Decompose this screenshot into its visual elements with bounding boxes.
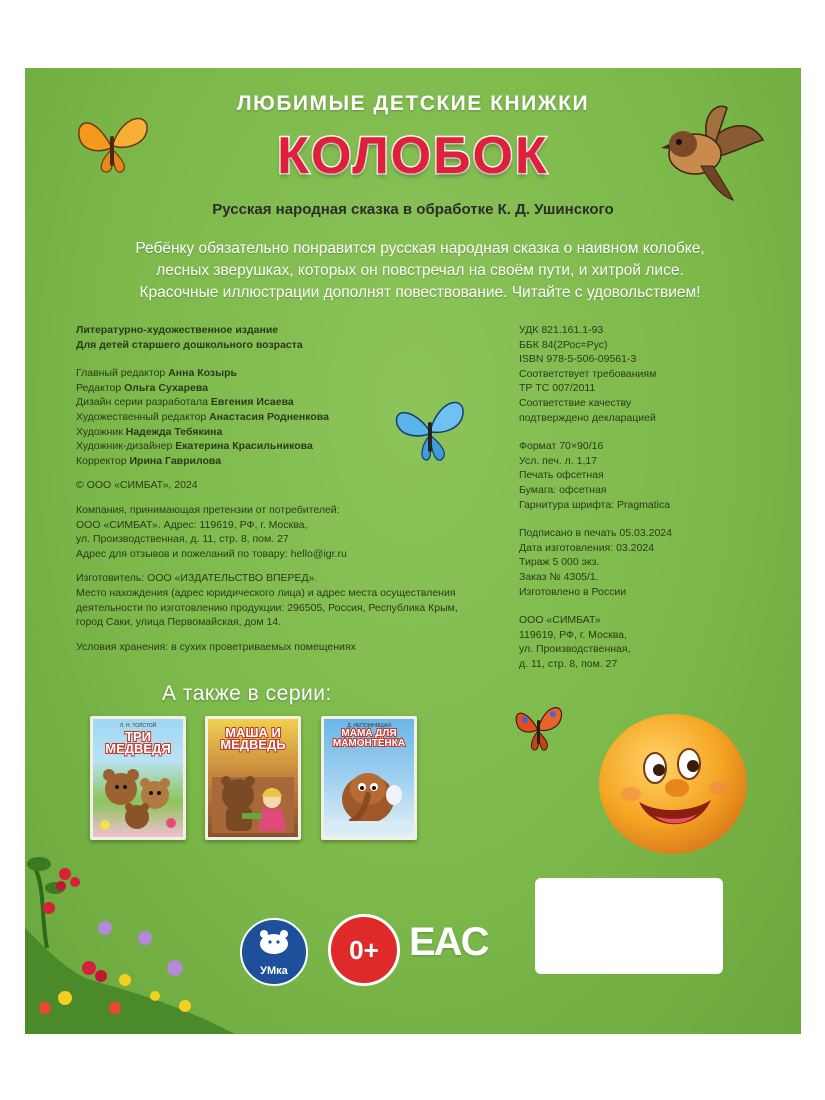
publisher-logo-text: УМка [260, 965, 288, 977]
claims-line: ООО «СИМБАТ». Адрес: 119619, РФ, г. Москва, [76, 518, 308, 531]
classification-line: ТР ТС 007/2011 [519, 382, 596, 395]
credit-line: Художественный редактор Анастасия Родненкова [76, 410, 329, 423]
spec-line: Усл. печ. л. 1,17 [519, 454, 598, 467]
book-title: ТРИ МЕДВЕДЯ [105, 729, 171, 756]
blurb-line: лесных зверушках, которых он повстречал на своём пути, и хитрой лисе. [156, 262, 684, 279]
imprint-left [76, 323, 476, 654]
publisher-address-line: д. 11, стр. 8, пом. 27 [519, 657, 618, 670]
classification-line: подтверждено декларацией [519, 411, 656, 424]
credit-line: Художник-дизайнер Екатерина Красильникова [76, 440, 313, 453]
barcode-area [535, 878, 723, 974]
manufacturer-line: город Саки, улица Первомайская, дом 14. [76, 616, 282, 629]
book-author: Д. НЕПОМНЯЩАЯ [347, 723, 391, 729]
book-title: МАМА ДЛЯ МАМОНТЁНКА [332, 728, 406, 749]
print-info-line: Подписано в печать 05.03.2024 [519, 527, 672, 540]
eac-mark: EAC [409, 920, 488, 964]
spec-line: Формат 70×90/16 [519, 440, 604, 453]
storage-conditions: Условия хранения: в сухих проветриваемых помещениях [76, 640, 356, 653]
bears-illustration-icon [97, 759, 179, 833]
blurb-line: Ребёнку обязательно понравится русская народная сказка о наивном колобке, [135, 240, 705, 257]
masha-and-bear-illustration-icon [212, 757, 294, 833]
publisher-address-line: ул. Производственная, [519, 643, 631, 656]
claims-line: Компания, принимающая претензии от потребителей: [76, 503, 340, 516]
audience: Для детей старшего дошкольного возраста [76, 338, 303, 351]
manufacturer-line: Место нахождения (адрес юридического лица) и адрес места осуществления [76, 586, 456, 599]
spec-line: Бумага: офсетная [519, 483, 607, 496]
umka-logo [240, 918, 308, 986]
blue-butterfly-icon [391, 392, 469, 466]
publisher-address-line: ООО «СИМБАТ» [519, 614, 601, 627]
series-name: ЛЮБИМЫЕ ДЕТСКИЕ КНИЖКИ [236, 92, 590, 115]
spec-line: Печать офсетная [519, 469, 604, 482]
kolobok-character-icon [593, 708, 753, 858]
credit-line: Главный редактор Анна Козырь [76, 367, 237, 380]
age-rating-badge: 0+ [328, 914, 400, 986]
book-subtitle: Русская народная сказка в обработке К. Д. Ушинского [212, 201, 614, 218]
classification-line: ББК 84(2Рос=Рус) [519, 338, 608, 351]
book-title: КОЛОБОК [277, 127, 549, 185]
series-book-cover [90, 716, 186, 840]
manufacturer-line: деятельности по изготовлению продукции: 296505, Россия, Республика Крым, [76, 601, 458, 614]
back-cover [25, 68, 801, 1034]
classification-line: Соответствие качеству [519, 396, 632, 409]
classification-line: УДК 821.161.1-93 [519, 324, 604, 336]
blurb-line: Красочные иллюстрации дополнят повествование. Читайте с удовольствием! [139, 284, 701, 301]
small-butterfly-icon [513, 698, 565, 756]
book-author: Л. Н. ТОЛСТОЙ [119, 723, 157, 729]
credit-line: Редактор Ольга Сухарева [76, 381, 209, 394]
mammoth-illustration-icon [328, 759, 410, 833]
book-title: МАША И МЕДВЕДЬ [220, 725, 286, 752]
credit-line: Корректор Ирина Гаврилова [76, 454, 222, 467]
print-info-line: Заказ № 4305/1. [519, 570, 599, 583]
imprint-right [519, 323, 769, 671]
credit-line: Художник Надежда Тебякина [76, 425, 223, 438]
classification-line: Соответствует требованиям [519, 367, 657, 380]
manufacturer-line: Изготовитель: ООО «ИЗДАТЕЛЬСТВО ВПЕРЕД». [76, 572, 318, 585]
edition-type: Литературно-художественное издание [76, 324, 279, 336]
also-in-series-label: А также в серии: [162, 682, 332, 705]
claims-line: Адрес для отзывов и пожеланий по товару: hello@igr.ru [76, 547, 347, 560]
flowers-berries-decoration-icon [25, 828, 235, 1034]
polar-bear-icon [256, 928, 292, 956]
print-info-line: Дата изготовления: 03.2024 [519, 541, 655, 554]
copyright: © ООО «СИМБАТ», 2024 [76, 479, 198, 492]
claims-line: ул. Производственная, д. 11, стр. 8, пом. 27 [76, 533, 289, 546]
spec-line: Гарнитура шрифта: Pragmatica [519, 498, 671, 511]
blurb [75, 238, 765, 304]
publisher-address-line: 119619, РФ, г. Москва, [519, 628, 627, 641]
credit-line: Дизайн серии разработала Евгения Исаева [76, 396, 294, 409]
classification-line: ISBN 978-5-506-09561-3 [519, 353, 637, 366]
series-book-cover [205, 716, 301, 840]
series-book-cover [321, 716, 417, 840]
print-info-line: Тираж 5 000 экз. [519, 556, 600, 569]
print-info-line: Изготовлено в России [519, 585, 627, 598]
